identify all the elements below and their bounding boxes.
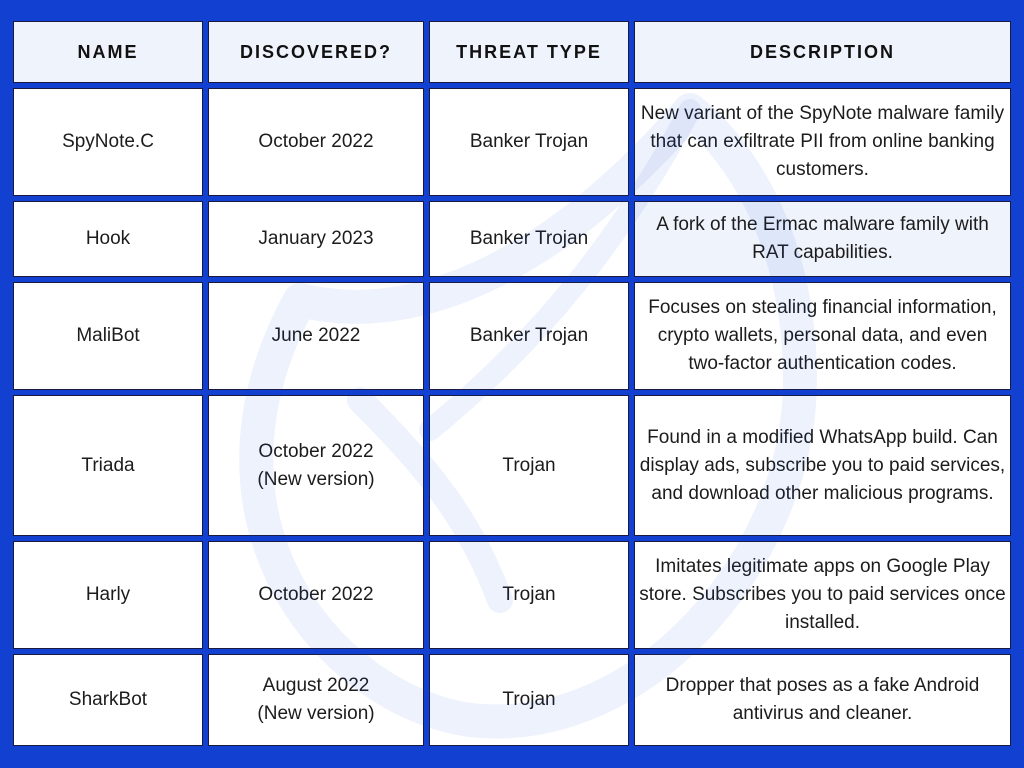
cell-threat-type-text: Trojan xyxy=(502,454,556,476)
cell-name-text: Hook xyxy=(85,228,131,249)
cell-threat-type-text: Banker Trojan xyxy=(469,131,589,152)
cell-name xyxy=(13,282,203,390)
cell-discovered xyxy=(208,654,424,746)
cell-discovered-text: October 2022 xyxy=(258,131,374,152)
cell-name-text: Harly xyxy=(85,584,131,605)
cell-description xyxy=(634,654,1011,746)
header-threat-type xyxy=(429,21,629,83)
cell-name xyxy=(13,395,203,536)
cell-name-text: MaliBot xyxy=(76,325,140,346)
cell-name-text: SharkBot xyxy=(68,689,148,710)
cell-description-text: Focuses on stealing financial information, crypto wallets, personal data, and even two-factor authentication codes. xyxy=(648,297,997,374)
cell-threat-type xyxy=(429,395,629,536)
header-discovered xyxy=(208,21,424,83)
header-name-label: NAME xyxy=(77,42,139,62)
cell-description-text: A fork of the Ermac malware family with RAT capabilities. xyxy=(656,214,989,263)
cell-description-text: Imitates legitimate apps on Google Play store. Subscribes you to paid services once installed. xyxy=(639,556,1006,633)
cell-discovered xyxy=(208,201,424,277)
cell-description xyxy=(634,201,1011,277)
cell-discovered-text: January 2023 xyxy=(258,228,374,249)
cell-discovered-text: August 2022 (New version) xyxy=(257,675,375,724)
cell-discovered xyxy=(208,88,424,196)
cell-discovered xyxy=(208,395,424,536)
cell-threat-type xyxy=(429,88,629,196)
cell-description xyxy=(634,282,1011,390)
cell-description xyxy=(634,541,1011,649)
cell-name-text: Triada xyxy=(81,454,135,476)
cell-description xyxy=(634,88,1011,196)
malware-table xyxy=(13,21,1011,743)
cell-description-text: Dropper that poses as a fake Android antivirus and cleaner. xyxy=(665,675,980,724)
cell-discovered-text: October 2022 xyxy=(258,584,374,605)
cell-threat-type xyxy=(429,654,629,746)
cell-threat-type-text: Banker Trojan xyxy=(469,228,589,249)
cell-discovered xyxy=(208,282,424,390)
cell-threat-type-text: Trojan xyxy=(502,584,556,605)
cell-description xyxy=(634,395,1011,536)
cell-name xyxy=(13,201,203,277)
cell-description-text: Found in a modified WhatsApp build. Can display ads, subscribe you to paid services, and download other malicious programs. xyxy=(639,426,1006,504)
cell-name xyxy=(13,541,203,649)
cell-name-text: SpyNote.C xyxy=(62,131,154,152)
cell-discovered xyxy=(208,541,424,649)
cell-threat-type-text: Banker Trojan xyxy=(469,325,589,346)
cell-description-text: New variant of the SpyNote malware family that can exfiltrate PII from online banking customers. xyxy=(640,103,1005,180)
header-discovered-label: DISCOVERED? xyxy=(239,42,393,62)
header-threat-type-label: THREAT TYPE xyxy=(456,42,602,62)
cell-threat-type xyxy=(429,541,629,649)
header-description-label: DESCRIPTION xyxy=(749,42,895,62)
cell-discovered-text: October 2022 (New version) xyxy=(257,440,375,490)
cell-threat-type xyxy=(429,282,629,390)
header-description xyxy=(634,21,1011,83)
cell-threat-type xyxy=(429,201,629,277)
cell-name xyxy=(13,654,203,746)
cell-name xyxy=(13,88,203,196)
header-name xyxy=(13,21,203,83)
cell-discovered-text: June 2022 xyxy=(271,325,361,346)
cell-threat-type-text: Trojan xyxy=(502,689,556,710)
